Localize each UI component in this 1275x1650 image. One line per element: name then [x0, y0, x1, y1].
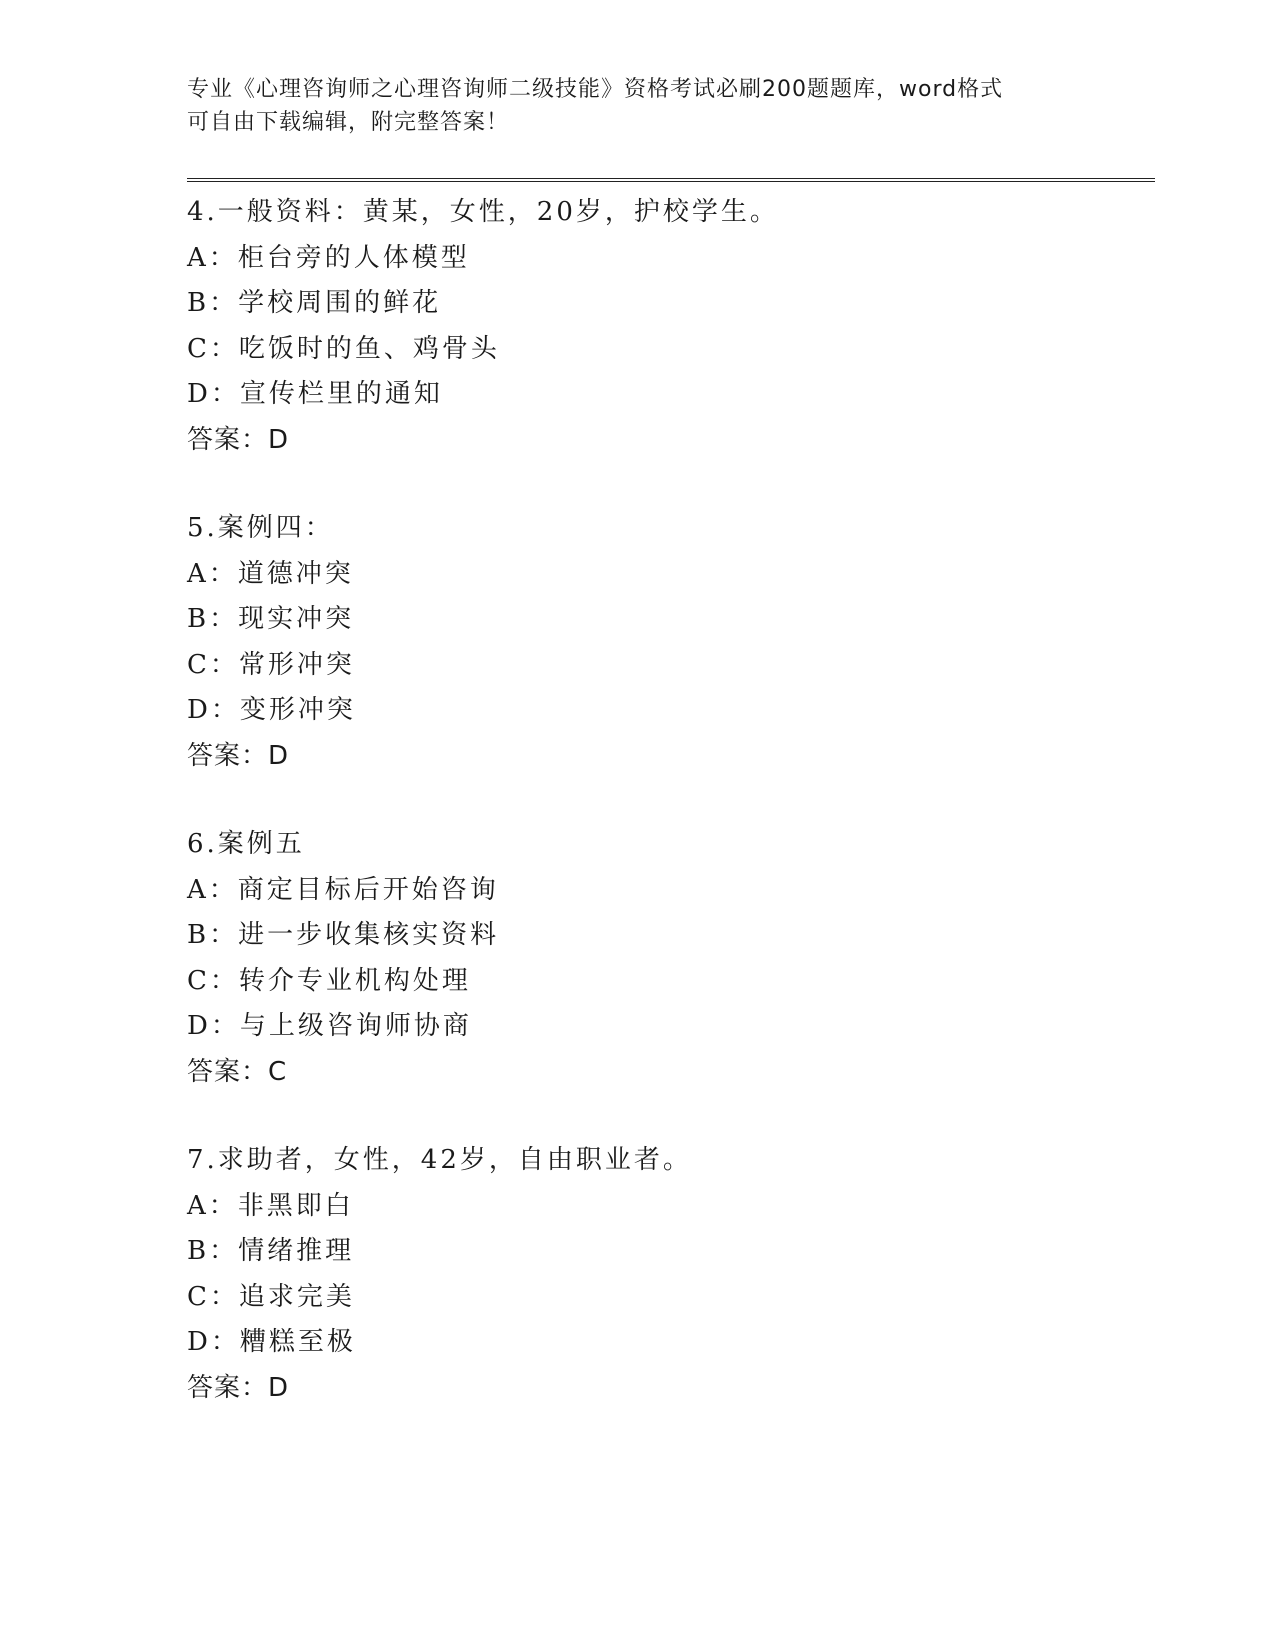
- header-line-1: 专业《心理咨询师之心理咨询师二级技能》资格考试必刷200题题库，word格式: [187, 77, 1004, 102]
- option-c: C：吃饭时的鱼、鸡骨头: [187, 333, 500, 364]
- question-stem: 6.案例五: [187, 829, 305, 859]
- option-d: D：变形冲突: [187, 695, 356, 725]
- option-d: D：糟糕至极: [187, 1327, 356, 1357]
- option-a: A：商定目标后开始咨询: [187, 874, 499, 905]
- question-stem: 7.求助者，女性，42岁，自由职业者。: [187, 1145, 692, 1175]
- question-5: [187, 506, 1155, 779]
- question-list: [187, 190, 1155, 1454]
- answer-line: 答案：D: [187, 1372, 290, 1403]
- option-a: A：道德冲突: [187, 558, 354, 589]
- option-a: A：柜台旁的人体模型: [187, 242, 470, 273]
- document-header: [187, 73, 1087, 139]
- option-b: B：进一步收集核实资料: [187, 920, 500, 950]
- question-6: [187, 822, 1155, 1095]
- header-divider: [187, 178, 1155, 182]
- question-7: [187, 1138, 1155, 1411]
- question-stem: 5.案例四：: [187, 513, 334, 543]
- option-d: D：宣传栏里的通知: [187, 379, 443, 409]
- answer-line: 答案：D: [187, 740, 290, 771]
- option-a: A：非黑即白: [187, 1190, 354, 1221]
- question-stem: 4.一般资料：黄某，女性，20岁，护校学生。: [187, 197, 779, 227]
- option-c: C：转介专业机构处理: [187, 965, 471, 996]
- option-b: B：情绪推理: [187, 1236, 355, 1266]
- question-4: [187, 190, 1155, 463]
- option-c: C：追求完美: [187, 1281, 355, 1312]
- header-line-2: 可自由下载编辑，附完整答案！: [187, 110, 510, 135]
- option-b: B：现实冲突: [187, 604, 355, 634]
- option-d: D：与上级咨询师协商: [187, 1011, 472, 1041]
- answer-line: 答案：D: [187, 424, 290, 455]
- option-c: C：常形冲突: [187, 649, 355, 680]
- answer-line: 答案：C: [187, 1056, 288, 1087]
- option-b: B：学校周围的鲜花: [187, 288, 442, 318]
